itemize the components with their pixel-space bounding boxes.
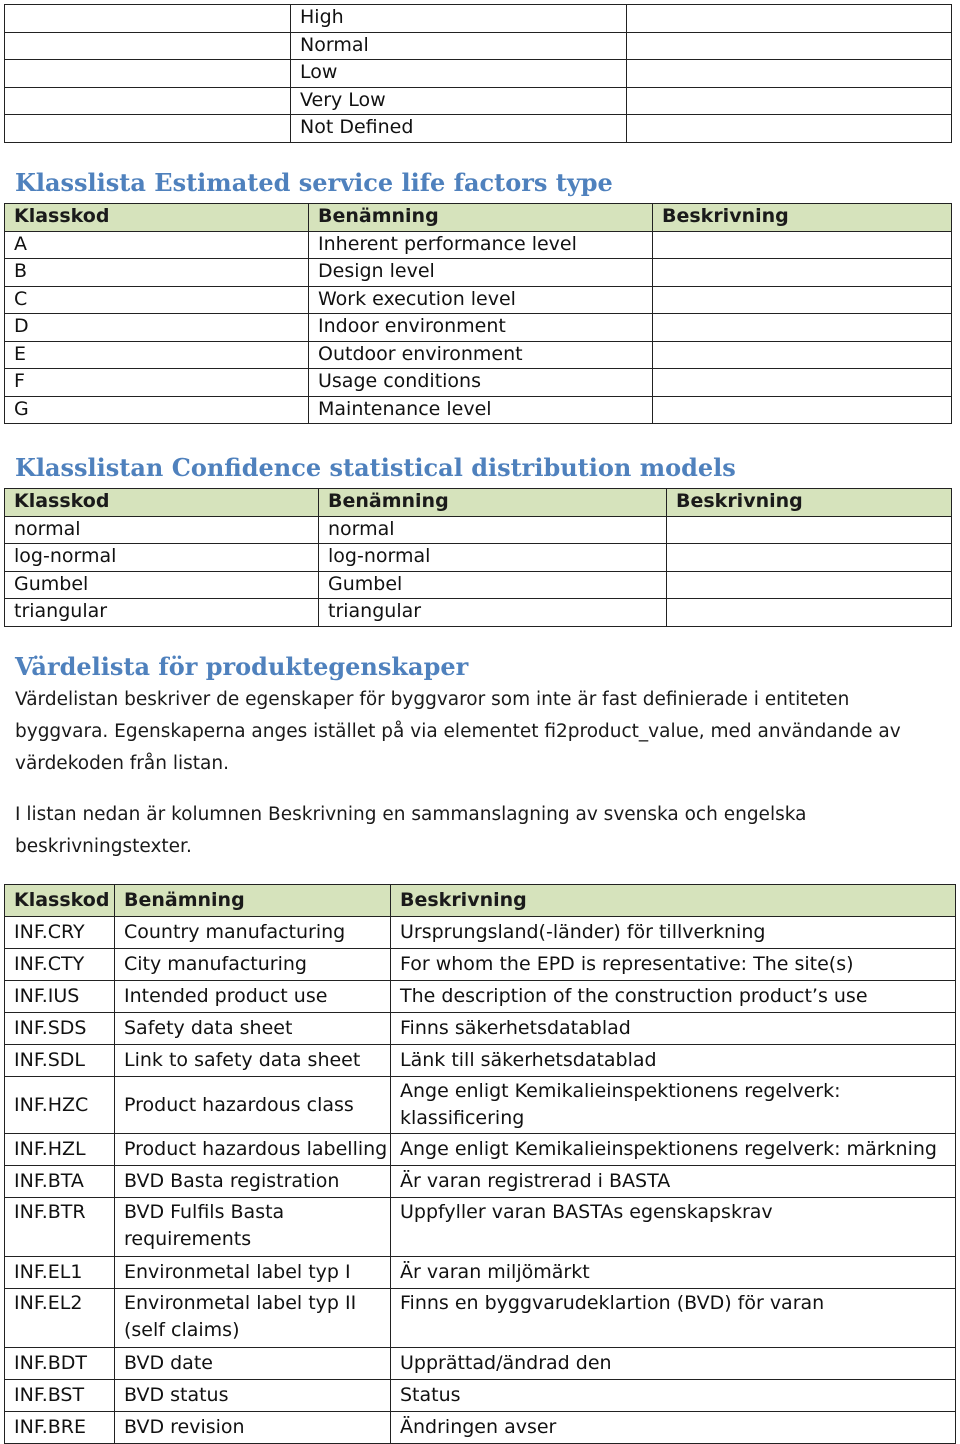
product-properties-table (4, 884, 956, 1444)
beskrivning-cell: Är varan registrerad i BASTA (391, 1166, 956, 1198)
benamning-cell: Work execution level (309, 286, 653, 314)
note-paragraph: I listan nedan är kolumnen Beskrivning en sammanslagning av svenska och engelska beskrivningstexter. (15, 804, 807, 857)
benamning-cell: Outdoor environment (309, 341, 653, 369)
klasskod-cell: Gumbel (5, 571, 319, 599)
klasskod-cell: B (5, 259, 309, 287)
benamning-cell: Indoor environment (309, 314, 653, 342)
header-beskrivning: Beskrivning (667, 489, 952, 517)
table-row (5, 1045, 956, 1077)
distribution-models-table (4, 488, 952, 627)
benamning-cell: Product hazardous class (115, 1077, 391, 1134)
benamning-cell: BVD status (115, 1380, 391, 1412)
benamning-cell: Product hazardous labelling (115, 1134, 391, 1166)
empty-cell (627, 87, 952, 115)
klasskod-cell: log-normal (5, 544, 319, 572)
empty-cell (5, 60, 291, 88)
table-row (5, 115, 952, 143)
table-row (5, 5, 952, 33)
section1-heading: Klasslista Estimated service life factors type (15, 168, 613, 197)
empty-cell (627, 32, 952, 60)
header-klasskod: Klasskod (5, 489, 319, 517)
benamning-cell: triangular (319, 599, 667, 627)
benamning-cell: Maintenance level (309, 396, 653, 424)
empty-cell (5, 32, 291, 60)
benamning-cell: Design level (309, 259, 653, 287)
section3-heading: Värdelista för produktegenskaper (15, 652, 469, 681)
benamning-cell: Inherent performance level (309, 231, 653, 259)
benamning-cell: BVD Basta registration (115, 1166, 391, 1198)
table-row (5, 341, 952, 369)
klasskod-cell: normal (5, 516, 319, 544)
klasskod-cell: INF.CTY (5, 949, 115, 981)
beskrivning-cell: Finns en byggvarudeklartion (BVD) för varan (391, 1289, 956, 1348)
benamning-cell: BVD date (115, 1348, 391, 1380)
table-row (5, 1348, 956, 1380)
klasskod-cell: INF.BDT (5, 1348, 115, 1380)
service-life-factors-table (4, 203, 952, 424)
benamning-cell: Intended product use (115, 981, 391, 1013)
klasskod-cell: INF.EL1 (5, 1257, 115, 1289)
beskrivning-cell: Ändringen avser (391, 1412, 956, 1444)
table-row (5, 599, 952, 627)
table-row (5, 1257, 956, 1289)
table-row (5, 1412, 956, 1444)
beskrivning-cell: The description of the construction product’s use (391, 981, 956, 1013)
benamning-cell: Usage conditions (309, 369, 653, 397)
beskrivning-cell: Upprättad/ändrad den (391, 1348, 956, 1380)
benamning-cell: City manufacturing (115, 949, 391, 981)
benamning-cell: Safety data sheet (115, 1013, 391, 1045)
table-row (5, 1380, 956, 1412)
klasskod-cell: E (5, 341, 309, 369)
beskrivning-cell (653, 259, 952, 287)
table-header-row (5, 489, 952, 517)
beskrivning-cell (653, 231, 952, 259)
beskrivning-cell: Ursprungsland(-länder) för tillverkning (391, 917, 956, 949)
empty-cell (627, 5, 952, 33)
table-row (5, 1289, 956, 1348)
table-row (5, 396, 952, 424)
klasskod-cell: G (5, 396, 309, 424)
section2-heading: Klasslistan Confidence statistical distribution models (15, 453, 736, 482)
klasskod-cell: A (5, 231, 309, 259)
header-benamning: Benämning (115, 885, 391, 917)
klasskod-cell: INF.BRE (5, 1412, 115, 1444)
priority-value-cell: Not Defined (291, 115, 627, 143)
beskrivning-cell: Är varan miljömärkt (391, 1257, 956, 1289)
beskrivning-cell: Länk till säkerhetsdatablad (391, 1045, 956, 1077)
header-klasskod: Klasskod (5, 204, 309, 232)
table-row (5, 1134, 956, 1166)
table-header-row (5, 204, 952, 232)
beskrivning-cell (653, 369, 952, 397)
table-row (5, 87, 952, 115)
priority-value-cell: Normal (291, 32, 627, 60)
klasskod-cell: INF.IUS (5, 981, 115, 1013)
beskrivning-cell (667, 544, 952, 572)
header-beskrivning: Beskrivning (653, 204, 952, 232)
benamning-cell: Link to safety data sheet (115, 1045, 391, 1077)
beskrivning-cell: Finns säkerhetsdatablad (391, 1013, 956, 1045)
header-beskrivning: Beskrivning (391, 885, 956, 917)
beskrivning-cell (653, 286, 952, 314)
priority-value-cell: Very Low (291, 87, 627, 115)
table-row (5, 314, 952, 342)
klasskod-cell: INF.HZL (5, 1134, 115, 1166)
beskrivning-cell: Ange enligt Kemikalieinspektionens regelverk: märkning (391, 1134, 956, 1166)
beskrivning-cell: Uppfyller varan BASTAs egenskapskrav (391, 1198, 956, 1257)
table-row (5, 516, 952, 544)
table-row (5, 949, 956, 981)
empty-cell (5, 115, 291, 143)
header-klasskod: Klasskod (5, 885, 115, 917)
table-row (5, 1198, 956, 1257)
table-row (5, 259, 952, 287)
empty-cell (5, 87, 291, 115)
klasskod-cell: INF.HZC (5, 1077, 115, 1134)
beskrivning-cell (653, 314, 952, 342)
header-benamning: Benämning (309, 204, 653, 232)
table-row (5, 571, 952, 599)
priority-table-body (5, 5, 952, 143)
beskrivning-cell (667, 516, 952, 544)
benamning-cell: Environmetal label typ I (115, 1257, 391, 1289)
benamning-cell: Environmetal label typ II (self claims) (115, 1289, 391, 1348)
priority-value-cell: Low (291, 60, 627, 88)
table-row (5, 32, 952, 60)
klasskod-cell: INF.BST (5, 1380, 115, 1412)
beskrivning-cell (653, 396, 952, 424)
table-row (5, 1077, 956, 1134)
klasskod-cell: INF.BTR (5, 1198, 115, 1257)
header-benamning: Benämning (319, 489, 667, 517)
beskrivning-cell: For whom the EPD is representative: The site(s) (391, 949, 956, 981)
table-row (5, 917, 956, 949)
table-row (5, 1013, 956, 1045)
klasskod-cell: triangular (5, 599, 319, 627)
benamning-cell: normal (319, 516, 667, 544)
benamning-cell: log-normal (319, 544, 667, 572)
klasskod-cell: D (5, 314, 309, 342)
klasskod-cell: INF.EL2 (5, 1289, 115, 1348)
empty-cell (5, 5, 291, 33)
empty-cell (627, 60, 952, 88)
beskrivning-cell (653, 341, 952, 369)
klasskod-cell: INF.SDL (5, 1045, 115, 1077)
beskrivning-cell: Status (391, 1380, 956, 1412)
benamning-cell: BVD revision (115, 1412, 391, 1444)
table-row (5, 369, 952, 397)
klasskod-cell: INF.SDS (5, 1013, 115, 1045)
benamning-cell: Country manufacturing (115, 917, 391, 949)
klasskod-cell: INF.BTA (5, 1166, 115, 1198)
klasskod-cell: F (5, 369, 309, 397)
intro-paragraph: Värdelistan beskriver de egenskaper för byggvaror som inte är fast definierade i entiteten byggvara. Egenskaperna anges istället på via elementet fi2product_value, med användande av värdekoden från listan. (15, 689, 901, 774)
table-row (5, 286, 952, 314)
beskrivning-cell (667, 571, 952, 599)
table-row (5, 60, 952, 88)
priority-table (4, 4, 952, 143)
table-header-row (5, 885, 956, 917)
table-row (5, 544, 952, 572)
benamning-cell: BVD Fulfils Basta requirements (115, 1198, 391, 1257)
priority-value-cell: High (291, 5, 627, 33)
table-row (5, 231, 952, 259)
empty-cell (627, 115, 952, 143)
benamning-cell: Gumbel (319, 571, 667, 599)
table-row (5, 1166, 956, 1198)
beskrivning-cell: Ange enligt Kemikalieinspektionens regelverk: klassificering (391, 1077, 956, 1134)
klasskod-cell: C (5, 286, 309, 314)
table-row (5, 981, 956, 1013)
beskrivning-cell (667, 599, 952, 627)
klasskod-cell: INF.CRY (5, 917, 115, 949)
